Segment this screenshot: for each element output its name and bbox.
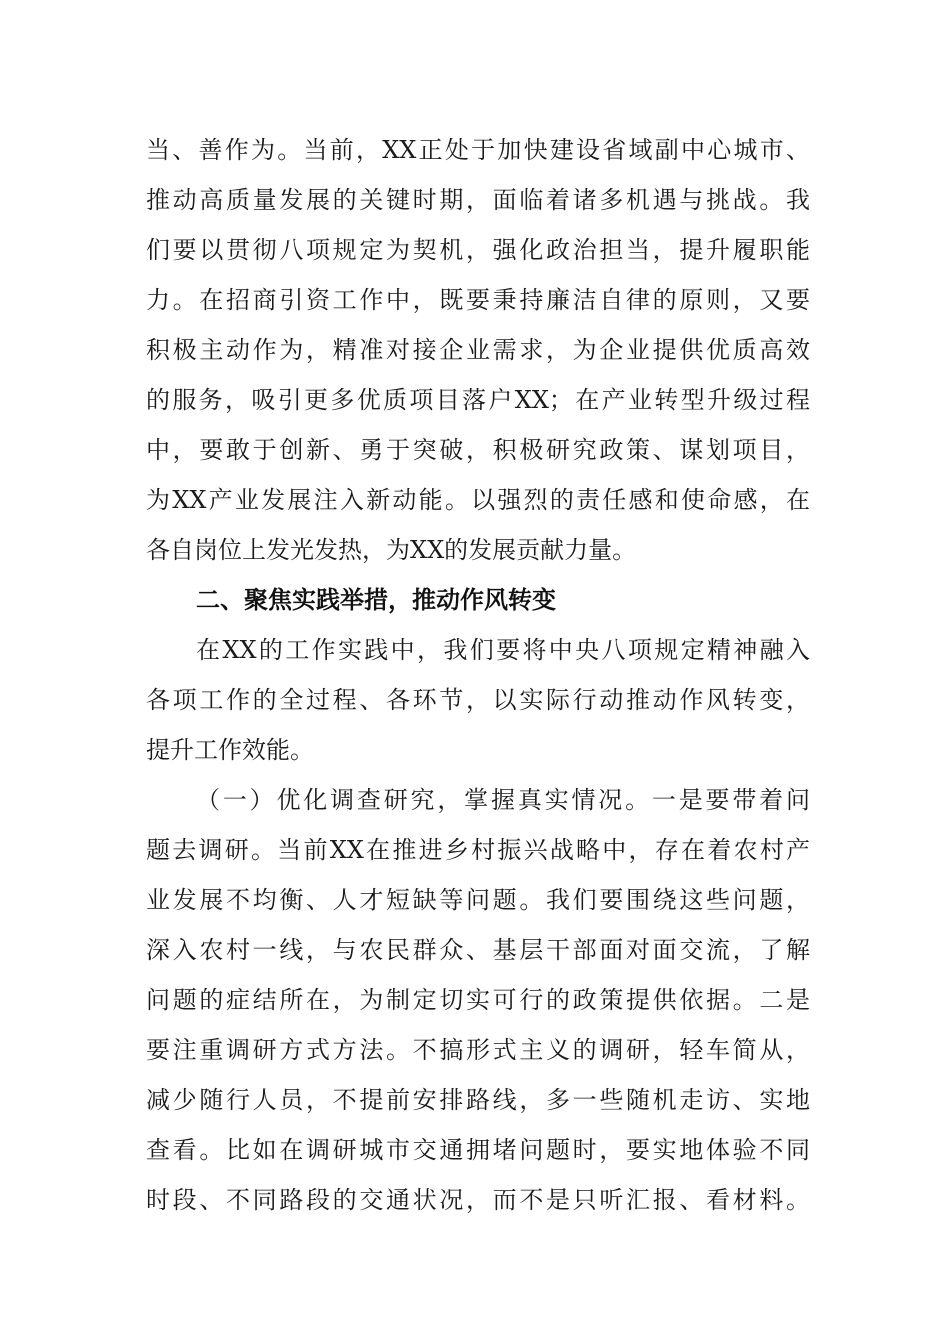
text-line: 时段、不同路段的交通状况，而不是只听汇报、看材料。: [146, 1186, 810, 1214]
text-line: 为XX产业发展注入新动能。以强烈的责任感和使命感，在: [146, 486, 810, 514]
text-line: 问题的症结所在，为制定切实可行的政策提供依据。二是: [146, 986, 810, 1014]
text-line: 各项工作的全过程、各环节，以实际行动推动作风转变，: [146, 686, 810, 714]
text-line: 查看。比如在调研城市交通拥堵问题时，要实地体验不同: [146, 1136, 810, 1164]
text-line: 积极主动作为，精准对接企业需求，为企业提供优质高效: [146, 336, 810, 364]
text-line: （一）优化调查研究，掌握真实情况。一是要带着问: [196, 786, 810, 814]
text-line: 减少随行人员，不提前安排路线，多一些随机走访、实地: [146, 1086, 810, 1114]
text-line: 题去调研。当前XX在推进乡村振兴战略中，存在着农村产: [146, 836, 810, 864]
text-line: 深入农村一线，与农民群众、基层干部面对面交流，了解: [146, 936, 810, 964]
text-line: 提升工作效能。: [146, 736, 314, 764]
section-heading: 二、聚焦实践举措，推动作风转变: [196, 586, 556, 614]
text-line: 要注重调研方式方法。不搞形式主义的调研，轻车简从，: [146, 1036, 810, 1064]
text-line: 中，要敢于创新、勇于突破，积极研究政策、谋划项目，: [146, 436, 810, 464]
text-line: 力。在招商引资工作中，既要秉持廉洁自律的原则，又要: [146, 286, 810, 314]
text-line: 各自岗位上发光发热，为XX的发展贡献力量。: [146, 536, 637, 564]
text-line: 们要以贯彻八项规定为契机，强化政治担当，提升履职能: [146, 236, 810, 264]
text-line: 当、善作为。当前，XX正处于加快建设省域副中心城市、: [146, 136, 810, 164]
text-line: 在XX的工作实践中，我们要将中央八项规定精神融入: [196, 636, 810, 664]
text-line: 的服务，吸引更多优质项目落户XX；在产业转型升级过程: [146, 386, 810, 414]
text-line: 推动高质量发展的关键时期，面临着诸多机遇与挑战。我: [146, 186, 810, 214]
text-line: 业发展不均衡、人才短缺等问题。我们要围绕这些问题，: [146, 886, 810, 914]
